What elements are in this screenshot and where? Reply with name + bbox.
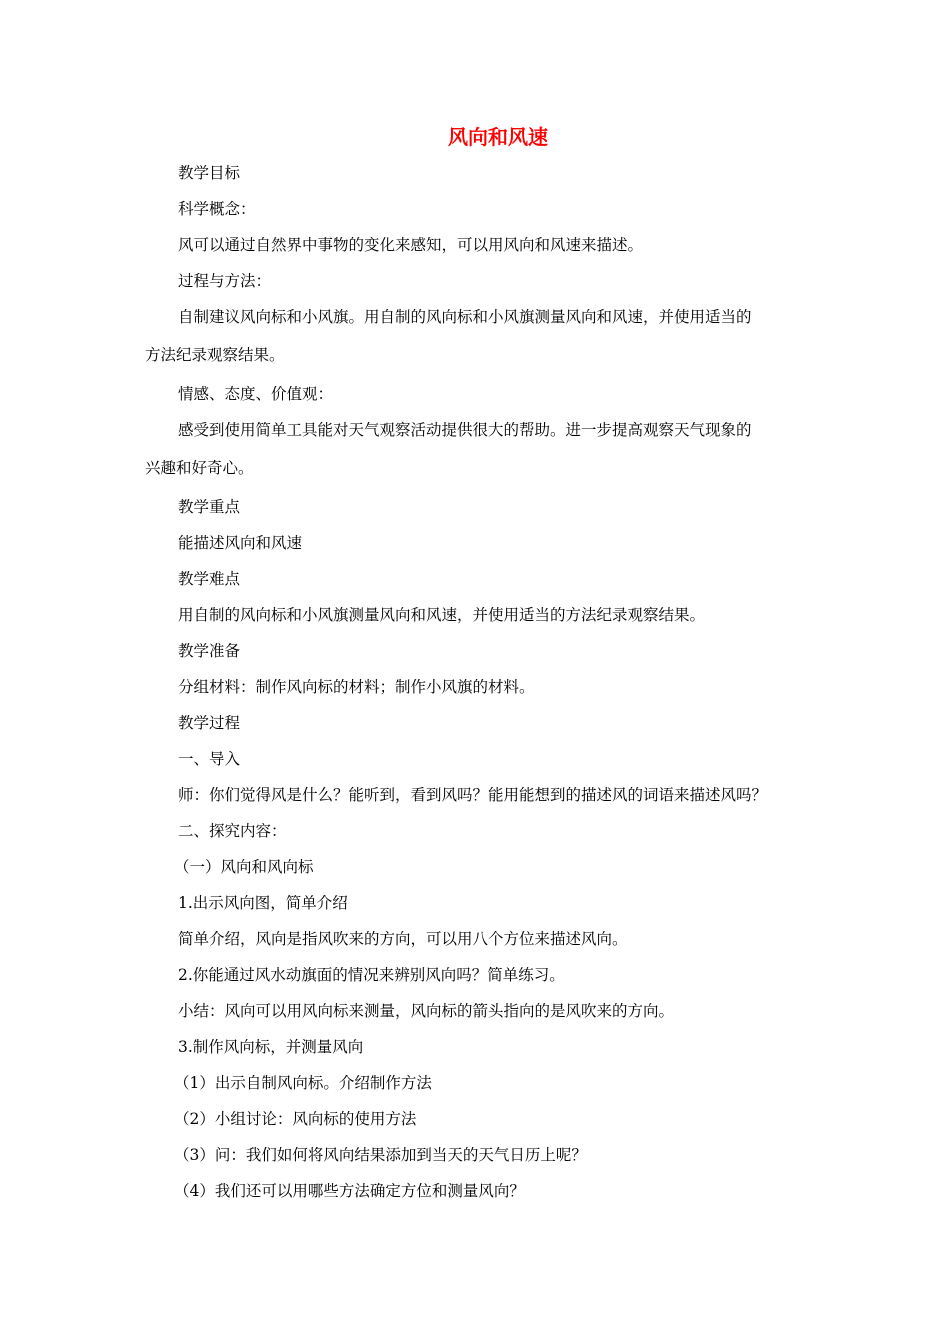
paragraph-line: 师：你们觉得风是什么？能听到，看到风吗？能用能想到的描述风的词语来描述风吗？ (178, 786, 768, 804)
heading-key-points: 教学重点 (178, 498, 241, 516)
list-item: 1.出示风向图，简单介绍 (178, 894, 348, 912)
paragraph-line-continued: 方法纪录观察结果。 (145, 346, 285, 364)
section-exploration: 二、探究内容： (178, 822, 287, 840)
paragraph-line: 自制建议风向标和小风旗。用自制的风向标和小风旗测量风向和风速，并使用适当的 (178, 308, 752, 326)
heading-preparation: 教学准备 (178, 642, 241, 660)
sub-list-item: （3）问：我们如何将风向结果添加到当天的天气日历上呢？ (174, 1146, 587, 1164)
paragraph-line: 能描述风向和风速 (178, 534, 303, 552)
document-title: 风向和风速 (448, 125, 548, 149)
sub-list-item: （1）出示自制风向标。介绍制作方法 (174, 1074, 432, 1092)
paragraph-line-continued: 兴趣和好奇心。 (145, 459, 254, 477)
paragraph-line: 分组材料：制作风向标的材料；制作小风旗的材料。 (178, 678, 535, 696)
heading-teaching-goals: 教学目标 (178, 164, 241, 182)
sub-list-item: （2）小组讨论：风向标的使用方法 (174, 1110, 417, 1128)
paragraph-line: 用自制的风向标和小风旗测量风向和风速，并使用适当的方法纪录观察结果。 (178, 606, 706, 624)
sub-list-item: （4）我们还可以用哪些方法确定方位和测量风向？ (174, 1182, 525, 1200)
paragraph-line: 感受到使用简单工具能对天气观察活动提供很大的帮助。进一步提高观察天气现象的 (178, 421, 752, 439)
heading-difficulties: 教学难点 (178, 570, 241, 588)
subheading-science-concept: 科学概念： (178, 200, 256, 218)
list-item: 3.制作风向标，并测量风向 (178, 1038, 364, 1056)
subsection-wind-direction: （一）风向和风向标 (174, 858, 314, 876)
section-intro: 一、导入 (178, 750, 241, 768)
paragraph-line: 简单介绍，风向是指风吹来的方向，可以用八个方位来描述风向。 (178, 930, 628, 948)
heading-teaching-process: 教学过程 (178, 714, 241, 732)
paragraph-line: 风可以通过自然界中事物的变化来感知，可以用风向和风速来描述。 (178, 236, 644, 254)
subheading-process-method: 过程与方法： (178, 272, 272, 290)
list-item: 2.你能通过风水动旗面的情况来辨别风向吗？简单练习。 (178, 966, 565, 984)
subheading-attitude: 情感、态度、价值观： (178, 385, 334, 403)
paragraph-line: 小结：风向可以用风向标来测量，风向标的箭头指向的是风吹来的方向。 (178, 1002, 675, 1020)
